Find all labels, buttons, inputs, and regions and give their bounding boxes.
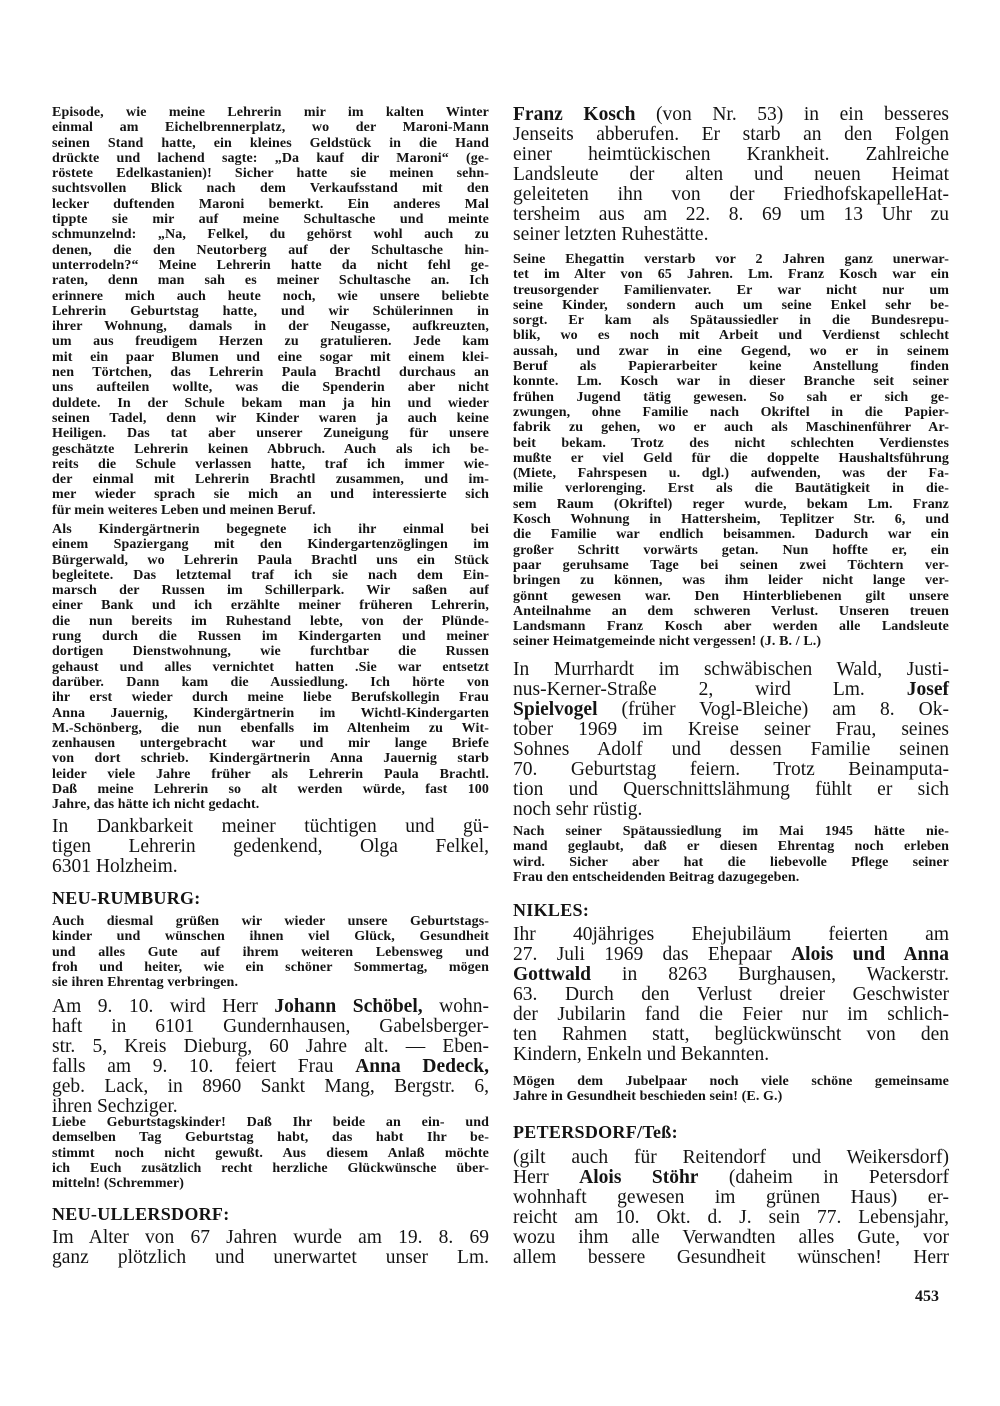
text-line: stimmt noch nicht gewußt. Aus diesem Anlaß möchte — [52, 1145, 489, 1161]
text-line: duldete. In der Schule bekam man ja hin und wieder — [52, 395, 489, 411]
text-line: mand geglaubt, daß er diesen Ehrentag noch erleben — [513, 839, 949, 855]
text-line: marsch der Russen im Schillerpark. Wir saßen auf — [52, 583, 489, 599]
text-line: (gilt auch für Reitendorf und Weikersdorf) — [513, 1147, 949, 1168]
article-paragraph — [52, 522, 489, 813]
text-line: geb. Lack, in 8960 Sankt Mang, Bergstr. 6, — [52, 1076, 489, 1097]
text-line: schmunzelnd: „Na, Felkel, du gehörst wohl auch zu — [52, 227, 489, 243]
text-line: raten, denn man sah es meiner Schultasche an. Ich — [52, 273, 489, 289]
text-line: die Familie war endlich beisammen. Dadurch war ein — [513, 527, 949, 543]
text-line: 6301 Holzheim. — [52, 856, 178, 877]
text-line: M.-Schönberg, die nun ebenfalls im Altenheim zu Wit- — [52, 720, 489, 736]
text-line: treusorgender Familienvater. Er war nicht nur um — [513, 282, 949, 298]
text-line: von dort schrieb. Kindergärtnerin Anna Jauernig starb — [52, 751, 489, 767]
text-line: denen, die den Neutorberg auf der Schultasche hin- — [52, 242, 489, 258]
text-line: darüber. Dann kam die Aussiedlung. Ich hörte von — [52, 674, 489, 690]
text-line: Anna Jauernig, Kindergärtnerin im Wichtl-Kindergarten — [52, 705, 489, 721]
text-line: aussah, und zwar in eine Gegend, wo er in seinem — [513, 343, 949, 359]
text-line: geleiteten ihn von der FriedhofskapelleHat- — [513, 184, 949, 205]
text-line: Am 9. 10. wird Herr Johann Schöbel, wohn- — [52, 996, 490, 1017]
text-line: tober 1969 im Kreise seiner Frau, seines — [513, 719, 949, 740]
birthday-announcement — [513, 1148, 949, 1268]
text-line: Kosch Wohnung in Hattersheim, Teplitzer Str. 6, und — [513, 512, 949, 528]
text-line: 70. Geburtstag feiern. Trotz Beinamputa- — [513, 759, 949, 780]
text-line: seiner letzten Ruhestätte. — [513, 224, 709, 245]
text-line: zenhausen untergebracht war und mir lange Briefe — [52, 736, 489, 752]
text-line: nus-Kerner-Straße 2, wird Lm. Josef — [513, 679, 949, 700]
section-heading-neu-ullersdorf: NEU-ULLERSDORF: — [52, 1204, 230, 1224]
text-line: noch sehr rüstig. — [513, 799, 643, 820]
text-line: röstete Edelkastanien)! Sicher hatte sie meinen sehn- — [52, 166, 489, 182]
text-line: Daß meine Lehrerin so alt werden würde, fast 100 — [52, 782, 489, 798]
text-line: Auch diesmal grüßen wir wieder unsere Geburtstags- — [52, 914, 489, 929]
text-line: ten Rahmen statt, beglückwünscht von den — [513, 1024, 949, 1045]
section-heading-neu-rumburg: NEU-RUMBURG: — [52, 888, 201, 908]
text-line: Nach seiner Spätaussiedlung im Mai 1945 hätte nie- — [513, 824, 949, 839]
birthday-announcement — [513, 660, 949, 820]
text-line: tigen Lehrerin gedenkend, Olga Felkel, — [52, 836, 489, 857]
text-line: einmal am Eichelbrennerplatz, wo der Maroni-Mann — [52, 120, 489, 136]
page-number: 453 — [915, 1288, 939, 1305]
text-line: beit bekam. Trotz des nicht schlechten Verdienstes — [513, 435, 949, 451]
text-line: frühen Jugend tätig gewesen. So sah er sich ge- — [513, 389, 949, 405]
text-line: Gottwald in 8263 Burghausen, Wackerstr. — [513, 964, 949, 985]
text-line: mer wieder sprach sie mich an und interessierte sich — [52, 487, 489, 503]
article-paragraph — [52, 105, 489, 518]
text-line: Als Kindergärtnerin begegnete ich ihr einmal bei — [52, 522, 489, 537]
person-name: Johann Schöbel, — [274, 996, 423, 1017]
text-line: leider viele Jahre früher als Lehrerin Paula Brachtl. — [52, 766, 489, 782]
text-line: lecker duftenden Maroni bemerkt. Ein anderes Mal — [52, 196, 489, 212]
text-line: unterrodeln?“ Meine Lehrerin hatte da nicht fehl ge- — [52, 257, 489, 273]
article-paragraph — [513, 252, 949, 650]
person-name: Anna Dedeck, — [355, 1056, 489, 1077]
text-line: einem Spaziergang mit den Kindergartenzöglingen im — [52, 537, 489, 553]
text-line: reicht am 10. Okt. d. J. sein 77. Lebensjahr, — [513, 1207, 949, 1228]
text-line: Liebe Geburtstagskinder! Daß Ihr beide an ein- und — [52, 1115, 489, 1130]
text-line: ich Euch zusätzlich recht herzliche Glückwünsche über- — [52, 1160, 489, 1176]
text-line: Bürgerwald, wo Lehrerin Paula Brachtl uns ein Stück — [52, 552, 489, 568]
person-name: Alois und Anna — [791, 944, 949, 965]
text-line: einer Bank und ich erzählte meiner früheren Lehrerin, — [52, 598, 489, 614]
obituary-announcement — [513, 105, 949, 245]
person-name: Gottwald — [513, 964, 591, 985]
anniversary-announcement — [513, 925, 949, 1065]
text-line: Landsmann Franz Kosch aber werden alle Landsleute — [513, 619, 949, 635]
article-paragraph — [52, 1115, 489, 1191]
text-line: uns aufteilen wollte, was die Spenderin aber nicht — [52, 380, 489, 396]
text-line: kinder und wünschen ihnen viel Glück, Gesundheit — [52, 929, 489, 945]
text-line: ganz plötzlich und unerwartet unser Lm. — [52, 1247, 489, 1268]
text-line: dortigen Dienstwohnung, wie furchtbar die Russen — [52, 644, 489, 660]
text-line: paar geruhsame Tage bei seinen zwei Töchtern ver- — [513, 557, 949, 573]
text-line: Episode, wie meine Lehrerin mir im kalten Winter — [52, 105, 489, 120]
text-line: milie verlorenging. Erst als die Bautätigkeit in die- — [513, 481, 949, 497]
text-line: str. 5, Kreis Dieburg, 60 Jahre alt. — Eben- — [52, 1036, 489, 1057]
text-line: Franz Kosch (von Nr. 53) in ein besseres — [513, 104, 950, 125]
text-line: wird. Sicher aber hat die liebevolle Pflege seiner — [513, 854, 949, 870]
text-line: tet im Alter von 65 Jahren. Lm. Franz Kosch war ein — [513, 267, 949, 283]
section-heading-nikles: NIKLES: — [513, 900, 590, 920]
text-line: Mögen dem Jubelpaar noch viele schöne gemeinsame — [513, 1074, 949, 1089]
article-signature-paragraph — [52, 817, 489, 877]
text-line: großer Schritt vorwärts getan. Nun hoffte er, ein — [513, 542, 949, 558]
text-line: blik, wo es noch mit Arbeit und Verdienst schlecht — [513, 328, 949, 344]
text-line: sem Raum (Okriftel) reger wurde, bekam Lm. Franz — [513, 496, 949, 512]
text-line: wohnhaft gewesen im grünen Haus) er- — [513, 1187, 949, 1208]
text-line: In Murrhardt im schwäbischen Wald, Justi- — [513, 659, 949, 680]
text-line: tion und Querschnittslähmung fühlt er sich — [513, 779, 949, 800]
text-line: seine Kinder, sondern auch um seine Enkel sehr be- — [513, 297, 949, 313]
text-line: konnte. Lm. Kosch war in dieser Branche seit seiner — [513, 374, 949, 390]
person-name: Josef — [906, 679, 949, 700]
text-line: wozu ihm alle Verwandten alles Gute, vor — [513, 1227, 949, 1248]
text-line: gönnt gewesen war. Den Hinterbliebenen gilt unsere — [513, 588, 949, 604]
text-line: fabrik zu gehen, wo er auch als Maschinenführer Ar- — [513, 420, 949, 436]
text-line: begleitete. Das letztemal traf ich sie nach dem Ein- — [52, 567, 489, 583]
text-line: reits die Schule verlassen hatte, traf ich immer wie- — [52, 456, 489, 472]
text-line: Spielvogel (früher Vogl-Bleiche) am 8. Ok- — [513, 699, 949, 720]
text-line: Jahre in Gesundheit beschieden sein! (E. G.) — [513, 1089, 783, 1105]
text-line: Kindern, Enkeln und Bekannten. — [513, 1044, 770, 1065]
text-line: seiner Heimatgemeinde nicht vergessen! (J. B. / L.) — [513, 634, 822, 650]
birthday-announcement — [52, 997, 489, 1117]
text-line: Im Alter von 67 Jahren wurde am 19. 8. 69 — [52, 1227, 489, 1248]
text-line: Herr Alois Stöhr (daheim in Petersdorf — [513, 1167, 949, 1188]
text-line: sorgt. Er kam als Spätaussiedler in die Bundesrepu- — [513, 313, 949, 329]
text-line: Anteilnahme an dem schweren Verlust. Unseren treuen — [513, 603, 949, 619]
text-line: nen Törtchen, das Lehrerin Paula Brachtl durchaus an — [52, 365, 489, 381]
text-line: Lehrerin Geburtstag hatte, und wir Schülerinnen in — [52, 303, 489, 319]
text-line: zwungen, ohne Familie nach Okriftel in die Papier- — [513, 404, 949, 420]
text-line: ihrer Wohnung, damals in der Neugasse, aufkreuzten, — [52, 319, 489, 335]
text-line: geschätzte Lehrerin keinen Abbruch. Auch als ich be- — [52, 441, 489, 457]
text-line: und alles Gute auf ihrem weiteren Lebensweg und — [52, 944, 489, 960]
text-line: um aus freudigem Herzen zu gratulieren. Jede kam — [52, 334, 489, 350]
text-line: Sohnes Adolf und dessen Familie seinen — [513, 739, 949, 760]
person-name: Franz Kosch — [513, 104, 636, 125]
article-paragraph — [513, 824, 949, 885]
text-line: Beruf als Papierarbeiter keine Anstellung finden — [513, 359, 949, 375]
article-paragraph — [513, 1074, 949, 1105]
text-line: ihr erst wieder durch meine liebe Berufskollegin Frau — [52, 690, 489, 706]
text-line: mit ein paar Blumen und eine sogar mit einem klei- — [52, 349, 489, 365]
text-line: Heiligen. Das tat aber unserer Zuneigung für unsere — [52, 426, 489, 442]
text-line: Landsleute der alten und neuen Heimat — [513, 164, 949, 185]
text-line: In Dankbarkeit meiner tüchtigen und gü- — [52, 816, 489, 837]
person-name: Spielvogel — [513, 699, 598, 720]
text-line: seinen Stand hatte, ein kleines Geldstück in die Hand — [52, 135, 489, 151]
text-line: Jahre, das hätte ich nicht gedacht. — [52, 797, 260, 813]
obituary-announcement — [52, 1228, 489, 1268]
text-line: seinen Tadel, denn wir Kinder waren ja auch keine — [52, 410, 489, 426]
text-line: rung durch die Russen im Kindergarten und meiner — [52, 629, 489, 645]
text-line: drückte und lachend sagte: „Da kauf dir Maroni“ (ge- — [52, 150, 489, 166]
text-line: sie ihren Ehrentag verbringen. — [52, 975, 239, 991]
person-name: Alois Stöhr — [579, 1167, 699, 1188]
text-line: einer heimtückischen Krankheit. Zahlreiche — [513, 144, 949, 165]
text-line: der Jubilarin fand die Feier nur im schlich- — [513, 1004, 949, 1025]
text-line: 27. Juli 1969 das Ehepaar Alois und Anna — [513, 944, 949, 965]
text-line: allem bessere Gesundheit wünschen! Herr — [513, 1247, 949, 1268]
text-line: 63. Durch den Verlust dreier Geschwister — [513, 984, 949, 1005]
text-line: Seine Ehegattin verstarb vor 2 Jahren ganz unerwar- — [513, 252, 949, 267]
text-line: tersheim aus am 22. 8. 69 um 13 Uhr zu — [513, 204, 949, 225]
text-line: Frau den entscheidenden Beitrag dazugegeben. — [513, 869, 800, 885]
text-line: mußte er viel Geld für die doppelte Haushaltsführung — [513, 450, 949, 466]
text-line: falls am 9. 10. feiert Frau Anna Dedeck, — [52, 1056, 489, 1077]
text-line: tippte sie mir auf meine Schultasche und meinte — [52, 212, 489, 228]
text-line: bringen zu können, was ihm leider nicht lange ver- — [513, 573, 949, 589]
text-line: ihren Sechziger. — [52, 1096, 178, 1117]
text-line: haft in 6101 Gundernhausen, Gabelsberger- — [52, 1016, 489, 1037]
text-line: suchtsvollen Blick nach dem Verkaufsstand mit den — [52, 181, 489, 197]
text-line: Ihr 40jähriges Ehejubiläum feierten am — [513, 924, 949, 945]
text-line: demselben Tag Geburtstag habt, das habt Ihr be- — [52, 1130, 489, 1146]
text-line: gehaust und alles vernichtet hatten .Sie war entsetzt — [52, 659, 489, 675]
article-paragraph — [52, 914, 489, 990]
section-heading-petersdorf: PETERSDORF/Teß: — [513, 1122, 678, 1142]
text-line: Jenseits abberufen. Er starb an den Folgen — [513, 124, 949, 145]
text-line: froh und heiter, wie ein schöner Sommertag, mögen — [52, 959, 489, 975]
text-line: (Miete, Fahrspesen u. dgl.) aufwenden, was der Fa- — [513, 466, 949, 482]
text-line: die nun bereits im Ruhestand lebte, von der Plünde- — [52, 613, 489, 629]
text-line: für mein weiteres Leben und meinen Beruf. — [52, 502, 316, 518]
text-line: der einmal mit Lehrerin Brachtl zusammen, und im- — [52, 472, 489, 488]
text-line: erinnere mich auch heute noch, wie unsere beliebte — [52, 288, 489, 304]
text-line: mitteln! (Schremmer) — [52, 1176, 184, 1192]
